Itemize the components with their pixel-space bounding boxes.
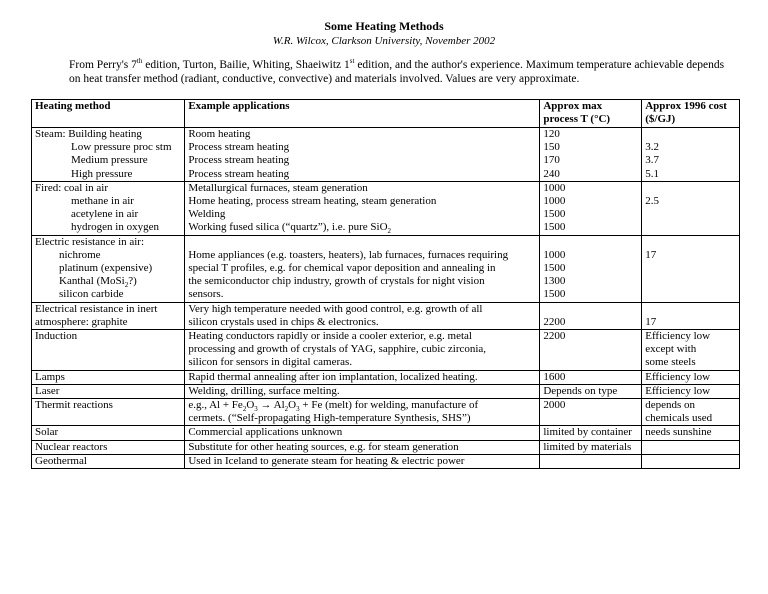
fired-temp: 1000 — [543, 181, 566, 194]
steam-temp: 150 — [543, 141, 560, 154]
inert-method: Electrical resistance in inert — [35, 302, 158, 315]
fired-temp-cell — [540, 181, 642, 235]
electric-cost-cell — [642, 235, 740, 302]
steam-cost: 5.1 — [645, 167, 659, 180]
electric-app: Home appliances (e.g. toasters, heaters), lab furnaces, furnaces requiring — [188, 248, 509, 261]
thermit-sub: 2 — [284, 405, 289, 414]
thermit-sub: 3 — [296, 405, 300, 414]
fired-app: Metallurgical furnaces, steam generation — [188, 181, 368, 194]
solar-temp-cell: limited by container — [540, 426, 642, 440]
fired-temp: 1500 — [543, 208, 566, 221]
steam-apps-cell — [185, 128, 540, 182]
thermit-text: O — [288, 399, 297, 412]
induction-cost: some steels — [645, 356, 696, 369]
fired-method-cell — [32, 181, 185, 235]
electric-app: special T profiles, e.g. for chemical vapor deposition and annealing in — [188, 262, 496, 275]
electric-method-title: Electric resistance in air: — [35, 235, 145, 248]
laser-app-cell: Welding, drilling, surface melting. — [185, 384, 540, 398]
intro-paragraph — [69, 58, 729, 86]
induction-cost: except with — [645, 343, 697, 356]
steam-temp: 120 — [543, 128, 560, 140]
fired-method: acetylene in air — [71, 208, 139, 221]
nuclear-cost-cell — [642, 440, 740, 454]
table-row-lamps — [32, 370, 740, 384]
electric-temp: 1500 — [543, 288, 566, 301]
thermit-temp-cell: 2000 — [540, 399, 642, 426]
induction-apps-cell — [185, 330, 540, 371]
table-row-inert — [32, 302, 740, 329]
solar-app-cell: Commercial applications unknown — [185, 426, 540, 440]
thermit-cost: depends on — [645, 399, 696, 412]
header-temperature: Approx max process T (°C) — [540, 100, 642, 128]
intro-sup-2: st — [349, 57, 355, 66]
thermit-method-cell: Thermit reactions — [32, 399, 185, 426]
steam-app: Process stream heating — [188, 167, 290, 180]
geothermal-method-cell: Geothermal — [32, 454, 185, 468]
fired-method: Fired: coal in air — [35, 181, 109, 194]
thermit-cost: chemicals used — [645, 412, 713, 425]
page-title: Some Heating Methods — [324, 19, 444, 33]
inert-apps-cell — [185, 302, 540, 329]
thermit-sub: 3 — [254, 405, 258, 414]
thermit-text: + Fe (melt) for welding, manufacture of — [299, 399, 479, 412]
fired-app-text: Working fused silica (“quartz”), i.e. pure SiO — [188, 221, 388, 234]
thermit-text: e.g., Al + Fe — [188, 399, 243, 412]
fired-app: Welding — [188, 208, 226, 221]
header-applications: Example applications — [185, 100, 540, 128]
inert-temp-cell — [540, 302, 642, 329]
electric-temp-cell — [540, 235, 642, 302]
table-row-laser — [32, 384, 740, 398]
kanthal-end: ?) — [128, 275, 137, 288]
header-method: Heating method — [32, 100, 185, 128]
fired-method: methane in air — [71, 195, 134, 208]
intro-sup-1: th — [136, 57, 143, 66]
kanthal-sub: 2 — [124, 281, 129, 290]
electric-method: nichrome — [59, 248, 101, 261]
nuclear-temp-cell: limited by materials — [540, 440, 642, 454]
fired-cost-cell — [642, 181, 740, 235]
solar-cost-cell: needs sunshine — [642, 426, 740, 440]
thermit-app: cermets. (“Self-propagating High-temperature Synthesis, SHS”) — [188, 412, 471, 425]
intro-text-1: From Perry's 7 — [69, 59, 137, 71]
inert-app: Very high temperature needed with good control, e.g. growth of all — [188, 302, 483, 315]
lamps-method-cell: Lamps — [32, 370, 185, 384]
electric-app: sensors. — [188, 288, 224, 301]
induction-method-cell: Induction — [32, 330, 185, 371]
steam-method-cell — [32, 128, 185, 182]
induction-app: processing and growth of crystals of YAG, sapphire, cubic zirconia, — [188, 343, 487, 356]
lamps-app-cell: Rapid thermal annealing after ion implantation, localized heating. — [185, 370, 540, 384]
steam-app: Process stream heating — [188, 154, 290, 167]
fired-method: hydrogen in oxygen — [71, 221, 159, 234]
steam-app: Process stream heating — [188, 141, 290, 154]
heating-methods-table — [31, 99, 740, 469]
lamps-temp-cell: 1600 — [540, 370, 642, 384]
steam-temp: 240 — [543, 167, 560, 180]
electric-temp: 1000 — [543, 248, 566, 261]
induction-cost-cell — [642, 330, 740, 371]
table-row-electric — [32, 235, 740, 302]
electric-app: the semiconductor chip industry, growth of crystals for night vision — [188, 275, 485, 288]
steam-cost: 3.2 — [645, 141, 659, 154]
steam-method: High pressure — [71, 167, 133, 180]
table-row-thermit — [32, 399, 740, 426]
fired-cost: 2.5 — [645, 195, 659, 207]
inert-method-cell — [32, 302, 185, 329]
intro-text-3: edition, and the author's experience. Maximum temperature achievable depends on heat transfer method (radiant, conductive, convective) and materials involved. Values are very approximate. — [69, 59, 725, 85]
electric-temp: 1300 — [543, 275, 566, 288]
induction-temp-cell: 2200 — [540, 330, 642, 371]
table-header-row — [32, 100, 740, 128]
kanthal-text: Kanthal (MoSi — [59, 275, 125, 288]
thermit-text: O — [246, 399, 255, 412]
thermit-text: → Al — [257, 399, 285, 412]
electric-method — [35, 275, 181, 288]
fired-app — [188, 221, 536, 234]
nuclear-method-cell: Nuclear reactors — [32, 440, 185, 454]
fired-apps-cell — [185, 181, 540, 235]
header-cost: Approx 1996 cost ($/GJ) — [642, 100, 740, 128]
steam-cost-cell — [642, 128, 740, 182]
laser-method-cell: Laser — [32, 384, 185, 398]
induction-app: Heating conductors rapidly or inside a cooler exterior, e.g. metal — [188, 330, 472, 343]
thermit-cost-cell — [642, 399, 740, 426]
table-row-geothermal — [32, 454, 740, 468]
induction-app: silicon for sensors in digital cameras. — [188, 356, 353, 369]
thermit-app — [188, 399, 536, 412]
inert-method: atmosphere: graphite — [35, 315, 128, 328]
fired-app: Home heating, process stream heating, steam generation — [188, 195, 437, 208]
laser-cost-cell: Efficiency low — [642, 384, 740, 398]
geothermal-cost-cell — [642, 454, 740, 468]
inert-cost: 17 — [645, 315, 657, 328]
electric-apps-cell — [185, 235, 540, 302]
fired-temp: 1500 — [543, 221, 566, 234]
geothermal-temp-cell — [540, 454, 642, 468]
steam-method: Steam: Building heating — [35, 128, 142, 140]
electric-cost: 17 — [645, 248, 657, 261]
inert-temp: 2200 — [543, 315, 566, 328]
induction-cost: Efficiency low — [645, 330, 711, 343]
table-row-nuclear — [32, 440, 740, 454]
electric-temp: 1500 — [543, 262, 566, 275]
table-row-fired — [32, 181, 740, 235]
steam-temp: 170 — [543, 154, 560, 167]
electric-method-cell — [32, 235, 185, 302]
solar-method-cell: Solar — [32, 426, 185, 440]
steam-temp-cell — [540, 128, 642, 182]
intro-text-2: edition, Turton, Bailie, Whiting, Shaeiwitz 1 — [142, 59, 350, 71]
table-row-solar — [32, 426, 740, 440]
electric-method: platinum (expensive) — [59, 262, 153, 275]
page-subtitle: W.R. Wilcox, Clarkson University, November 2002 — [272, 35, 496, 47]
nuclear-app-cell: Substitute for other heating sources, e.g. for steam generation — [185, 440, 540, 454]
table-row-steam — [32, 128, 740, 182]
electric-method: silicon carbide — [59, 288, 124, 301]
steam-app: Room heating — [188, 128, 251, 140]
table-row-induction — [32, 330, 740, 371]
thermit-sub: 2 — [242, 405, 247, 414]
laser-temp-cell: Depends on type — [540, 384, 642, 398]
inert-cost-cell — [642, 302, 740, 329]
steam-cost: 3.7 — [645, 154, 659, 167]
steam-method: Medium pressure — [71, 154, 148, 167]
fired-temp: 1000 — [543, 195, 566, 208]
lamps-cost-cell: Efficiency low — [642, 370, 740, 384]
steam-method: Low pressure proc stm — [71, 141, 172, 154]
geothermal-app-cell: Used in Iceland to generate steam for heating & electric power — [185, 454, 540, 468]
fired-app-sub: 2 — [387, 227, 392, 236]
thermit-apps-cell — [185, 399, 540, 426]
inert-app: silicon crystals used in chips & electronics. — [188, 315, 379, 328]
